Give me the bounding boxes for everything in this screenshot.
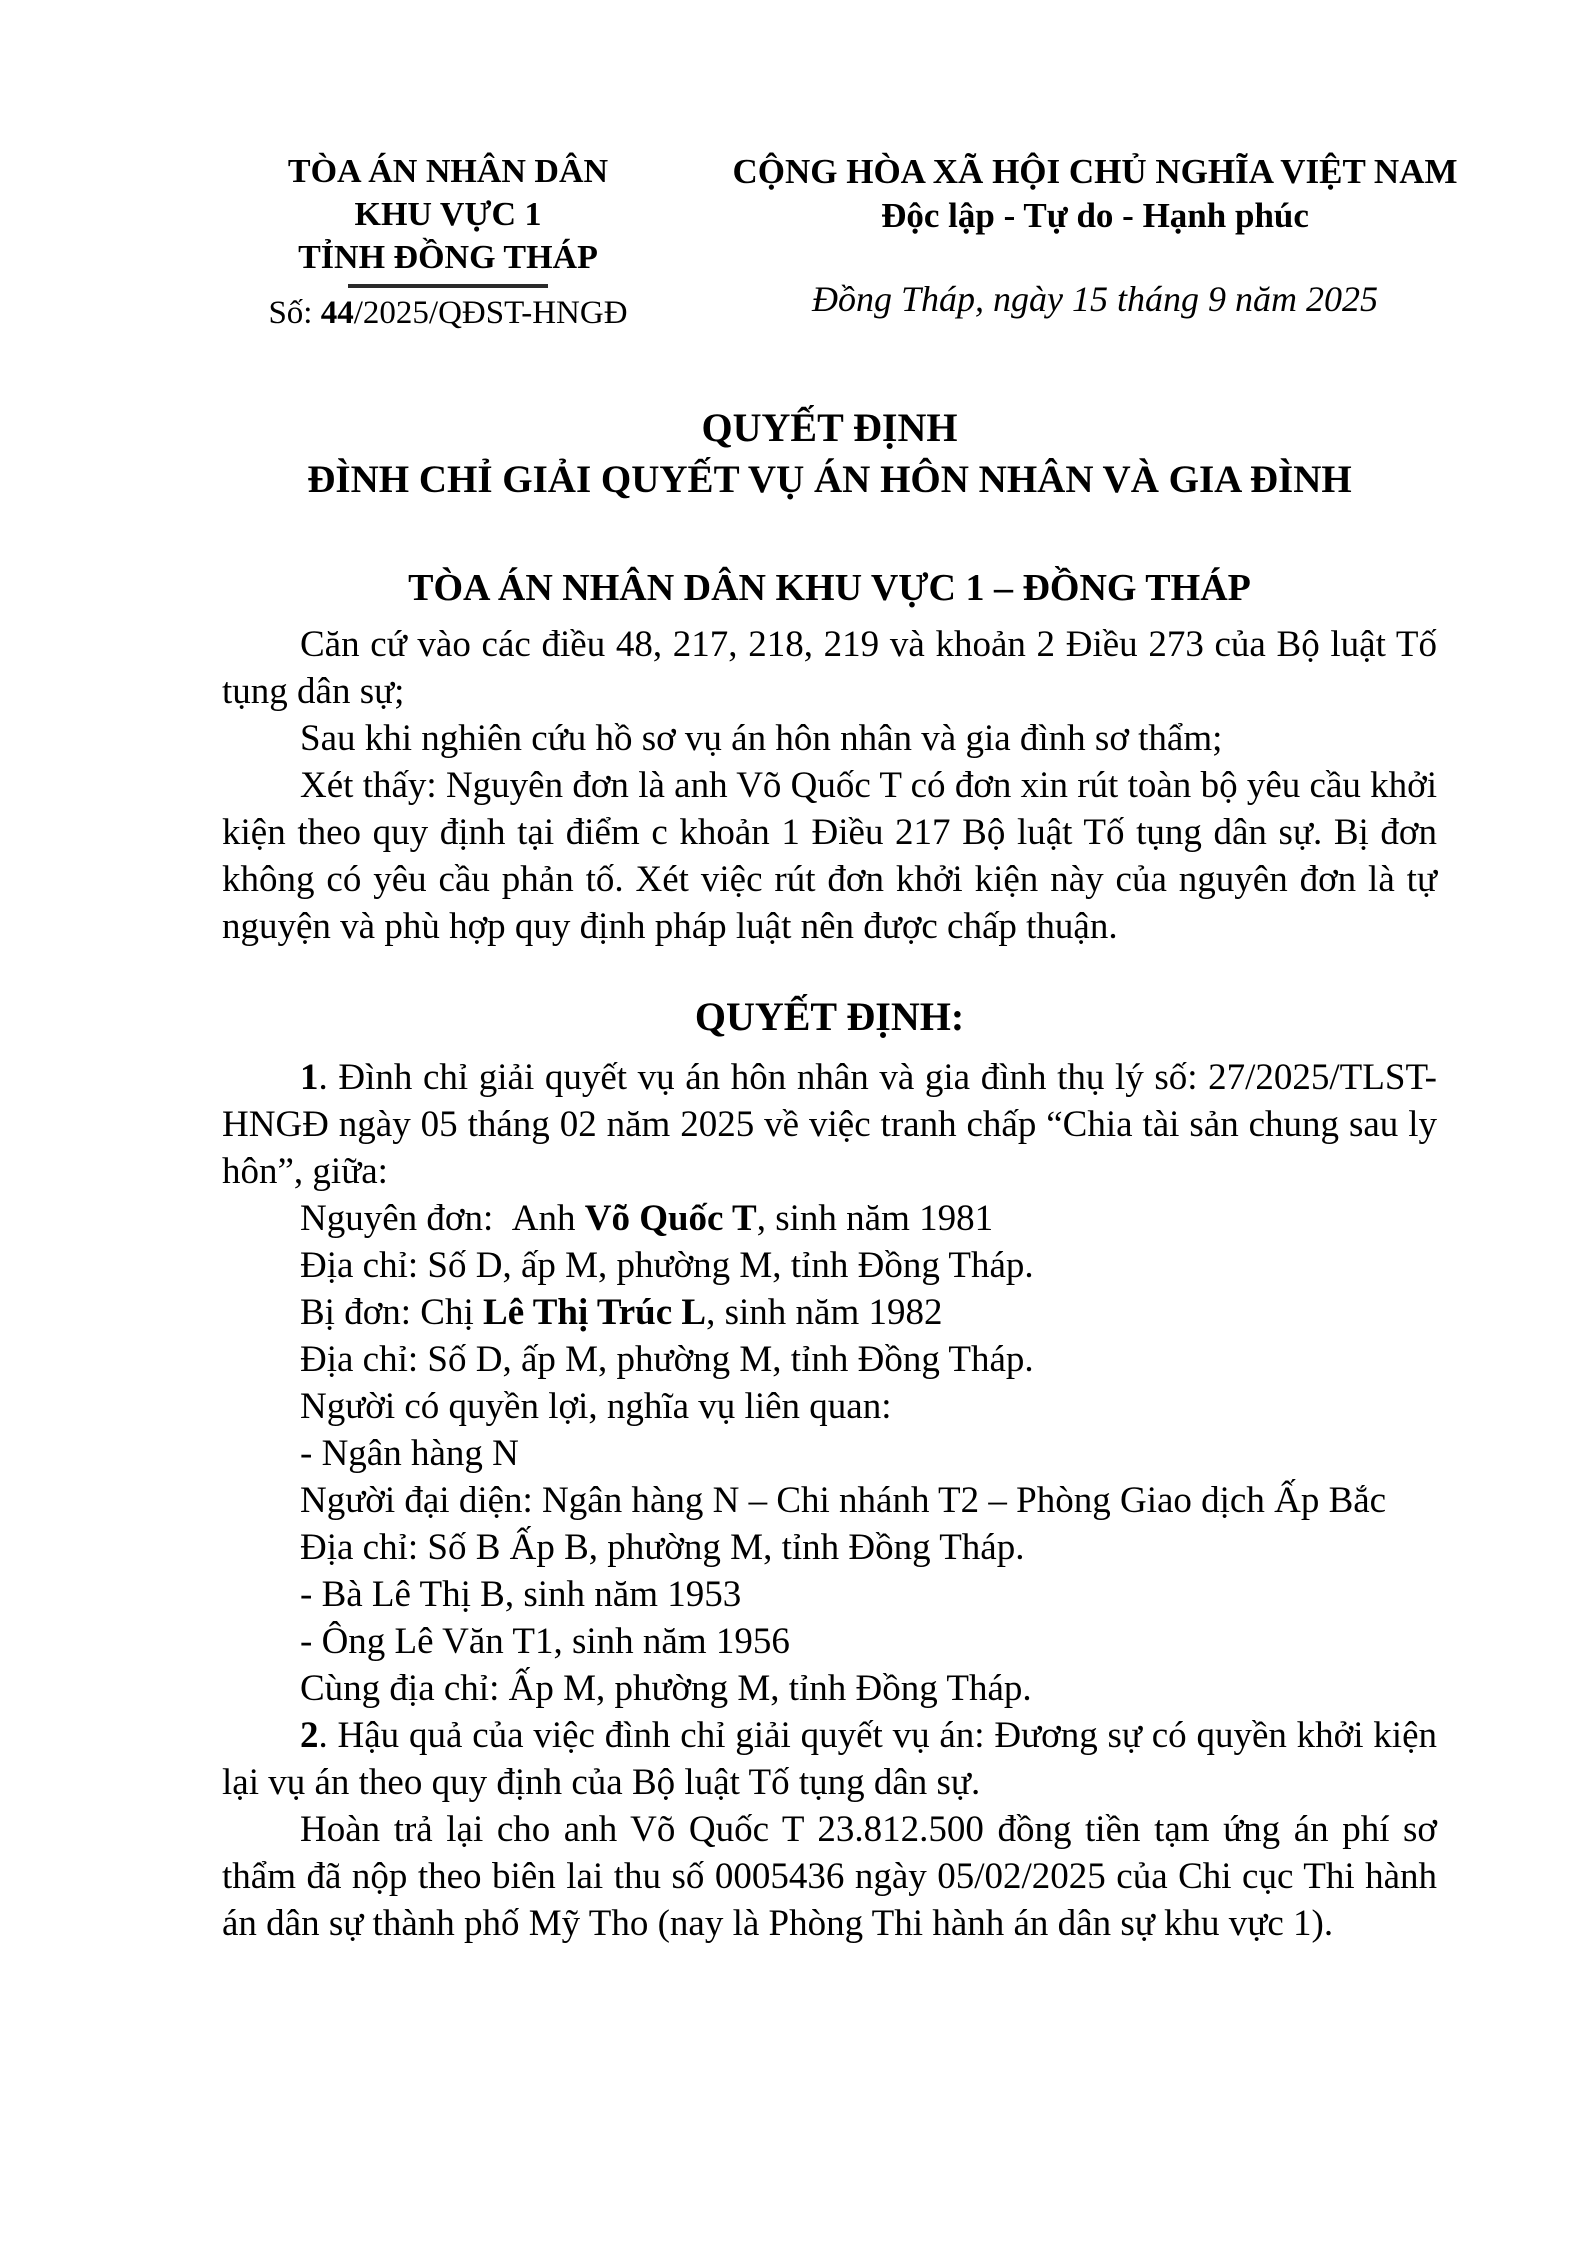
national-motto: Độc lập - Tự do - Hạnh phúc (881, 196, 1309, 235)
paragraph-plaintiff-address: Địa chỉ: Số D, ấp M, phường M, tỉnh Đồng Tháp. (300, 1245, 1034, 1286)
paragraph-fee-refund: Hoàn trả lại cho anh Võ Quốc T 23.812.500 đồng tiền tạm ứng án phí sơ thẩm đã nộp theo biên lai thu số 0005436 ngày 05/02/2025 của Chi cục Thi hành án dân sự thành phố Mỹ Tho (nay là Phòng Thi hành án dân sự khu vực 1). (222, 1809, 1437, 1944)
court-name-line2: KHU VỰC 1 (354, 196, 542, 233)
section-heading: QUYẾT ĐỊNH: (694, 994, 965, 1039)
court-heading: TÒA ÁN NHÂN DÂN KHU VỰC 1 – ĐỒNG THÁP (408, 567, 1251, 609)
paragraph-defendant-address: Địa chỉ: Số D, ấp M, phường M, tỉnh Đồng Tháp. (300, 1339, 1034, 1380)
date-place-line: Đồng Tháp, ngày 15 tháng 9 năm 2025 (812, 279, 1378, 319)
paragraph-item-2: 2. Hậu quả của việc đình chỉ giải quyết vụ án: Đương sự có quyền khởi kiện lại vụ án theo quy định của Bộ luật Tố tụng dân sự. (222, 1715, 1437, 1803)
paragraph-related-parties-label: Người có quyền lợi, nghĩa vụ liên quan: (300, 1386, 892, 1427)
paragraph-related-party-bank: - Ngân hàng N (300, 1433, 519, 1474)
paragraph-related-party-2: - Ông Lê Văn T1, sinh năm 1956 (300, 1621, 790, 1662)
paragraph-plaintiff: Nguyên đơn: Anh Võ Quốc T, sinh năm 1981 (300, 1198, 994, 1239)
issuing-court-block (253, 150, 643, 332)
paragraph-findings: Xét thấy: Nguyên đơn là anh Võ Quốc T có đơn xin rút toàn bộ yêu cầu khởi kiện theo quy định tại điểm c khoản 1 Điều 217 Bộ luật Tố tụng dân sự. Bị đơn không có yêu cầu phản tố. Xét việc rút đơn khởi kiện này của nguyên đơn là tự nguyện và phù hợp quy định pháp luật nên được chấp thuận. (222, 765, 1437, 947)
case-number-value: 44 (320, 295, 354, 331)
paragraph-bank-representative: Người đại diện: Ngân hàng N – Chi nhánh T2 – Phòng Giao dịch Ấp Bắc (300, 1480, 1387, 1521)
document-body (222, 405, 1437, 1947)
case-number (253, 294, 643, 332)
decision-paragraphs (222, 1054, 1437, 1947)
national-title: CỘNG HÒA XÃ HỘI CHỦ NGHĨA VIỆT NAM (732, 152, 1458, 191)
preamble-paragraphs (222, 621, 1437, 950)
national-header-block (705, 150, 1485, 320)
paragraph-case-review: Sau khi nghiên cứu hồ sơ vụ án hôn nhân và gia đình sơ thẩm; (300, 718, 1223, 759)
decision-title: QUYẾT ĐỊNH (701, 405, 958, 450)
header-divider-line (348, 284, 548, 288)
paragraph-related-party-1: - Bà Lê Thị B, sinh năm 1953 (300, 1574, 742, 1615)
court-name-line3: TỈNH ĐỒNG THÁP (298, 239, 598, 276)
paragraph-bank-address: Địa chỉ: Số B Ấp B, phường M, tỉnh Đồng Tháp. (300, 1527, 1025, 1568)
paragraph-defendant: Bị đơn: Chị Lê Thị Trúc L, sinh năm 1982 (300, 1292, 943, 1333)
decision-subtitle: ĐÌNH CHỈ GIẢI QUYẾT VỤ ÁN HÔN NHÂN VÀ GIA ĐÌNH (307, 458, 1352, 501)
paragraph-legal-basis: Căn cứ vào các điều 48, 217, 218, 219 và khoản 2 Điều 273 của Bộ luật Tố tụng dân sự; (222, 624, 1437, 712)
case-number-suffix: /2025/QĐST-HNGĐ (353, 295, 628, 331)
case-number-prefix: Số: (268, 295, 321, 331)
court-name-line1: TÒA ÁN NHÂN DÂN (287, 153, 609, 190)
paragraph-related-parties-address: Cùng địa chỉ: Ấp M, phường M, tỉnh Đồng Tháp. (300, 1668, 1032, 1709)
paragraph-item-1: 1. Đình chỉ giải quyết vụ án hôn nhân và gia đình thụ lý số: 27/2025/TLST-HNGĐ ngày 05 tháng 02 năm 2025 về việc tranh chấp “Chia tài sản chung sau ly hôn”, giữa: (222, 1057, 1437, 1192)
